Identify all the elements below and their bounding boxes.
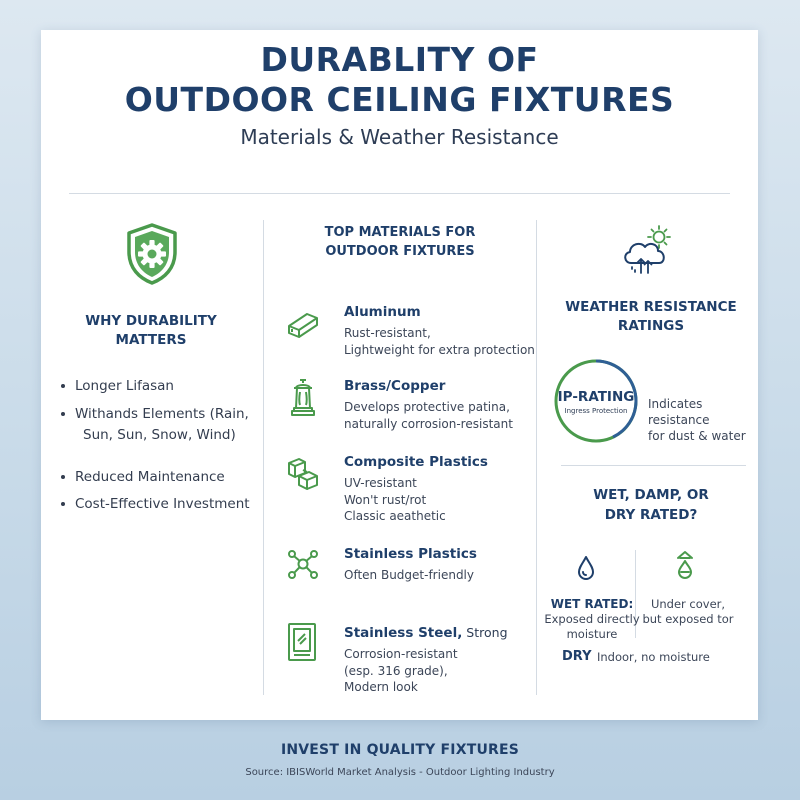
dry-rated-label: DRY [562,649,592,664]
damp-drop-icon [673,550,697,580]
material-desc-line: Won't rust/rot [344,492,427,507]
ip-desc-line: Indicates resistance [648,397,710,427]
footer-title: INVEST IN QUALITY FIXTURES [280,742,520,758]
materials-heading-line-1: TOP MATERIALS FOR [324,225,476,240]
wet-desc-line: moisture [566,627,618,641]
composite-blocks-icon [285,454,321,490]
column-divider-right [536,220,537,695]
why-heading-line-1: WHY DURABILITY [85,313,217,329]
material-desc-line: Rust-resistant, [344,326,431,340]
material-name: Brass/Copper [344,378,446,394]
bullet-dot [61,384,65,388]
wet-heading-line-2: DRY RATED? [604,507,698,523]
bullet-dot [61,412,65,416]
material-description [344,325,535,358]
materials-heading-line-2: OUTDOOR FIXTURES [325,244,475,259]
why-durability-heading [61,312,241,350]
infographic-card [41,30,758,720]
material-desc-line: UV-resistant [344,476,417,490]
column-divider-left [263,220,264,695]
weather-heading-line-1: WEATHER RESISTANCE [565,299,737,315]
material-desc-line: Develops protective patina, [344,400,510,414]
page-subtitle: Materials & Weather Resistance [240,125,559,149]
material-description [344,567,474,584]
dry-rated-description: Indoor, no moisture [597,650,710,664]
material-name [344,625,508,641]
list-item-continuation [61,424,261,446]
material-desc-line: Often Budget-friendly [344,568,474,582]
wet-heading-line-1: WET, DAMP, OR [593,487,709,503]
lantern-icon [285,378,321,414]
list-item [61,493,261,515]
ip-rating-sublabel: Ingress Protection [564,407,628,415]
material-name-extra: Strong [462,625,508,640]
material-name: Composite Plastics [344,454,488,470]
steel-panel-icon [285,621,321,657]
ip-rating-description [648,396,758,444]
header-divider [69,193,730,194]
list-item [61,466,261,488]
bullet-text: Cost-Effective Investment [75,496,250,512]
aluminum-beam-icon [285,304,321,340]
wet-damp-dry-heading [546,485,756,525]
material-desc-line: Classic aeathetic [344,509,446,523]
footer-source: Source: IBISWorld Market Analysis - Outdoor Lighting Industry [245,767,555,778]
weather-heading-line-2: RATINGS [617,318,685,334]
bullet-text: Withands Elements (Rain, [75,406,249,422]
material-desc-line: Modern look [344,680,418,694]
weather-ratings-heading [546,298,756,336]
damp-desc-line: Under cover, [650,597,726,611]
bullet-text: Longer Lifasan [75,378,174,394]
material-desc-line: Corrosion-resistant [344,647,458,661]
material-desc-line: naturally corrosion-resistant [344,416,513,431]
title-line-2: OUTDOOR CEILING FIXTURES [124,80,675,119]
weather-cloud-icon [619,223,679,275]
bullet-text: Reduced Maintenance [75,469,225,485]
material-name-text: Stainless Steel, [344,625,463,641]
material-name: Stainless Plastics [344,546,477,562]
material-desc-line: Lightweight for extra protection [344,342,535,357]
title-line-1: DURABLITY OF [260,40,539,79]
material-description [344,475,446,525]
material-desc-line: (esp. 316 grade), [344,663,448,678]
wet-rated-label: WET RATED: [550,597,634,611]
molecule-icon [285,546,321,582]
materials-heading [269,223,531,261]
why-heading-line-2: MATTERS [115,332,187,348]
water-drop-icon [577,555,595,581]
bullet-dot [61,502,65,506]
material-description [344,399,513,432]
damp-rated-description [639,597,737,627]
ip-desc-line: for dust & water [648,429,746,443]
bullet-dot [61,475,65,479]
list-item [61,375,261,397]
shield-gear-icon [124,222,180,286]
page-title [41,40,758,120]
bullet-text: Sun, Sun, Snow, Wind) [83,427,236,443]
wet-rated-description [544,612,640,642]
material-description [344,646,458,696]
ratings-divider [561,465,746,466]
wet-desc-line: Exposed directly [544,612,640,626]
material-name: Aluminum [344,304,421,320]
ip-rating-label: IP-RATING [557,389,635,405]
list-item [61,403,261,425]
damp-desc-line: but exposed tor [642,612,734,626]
